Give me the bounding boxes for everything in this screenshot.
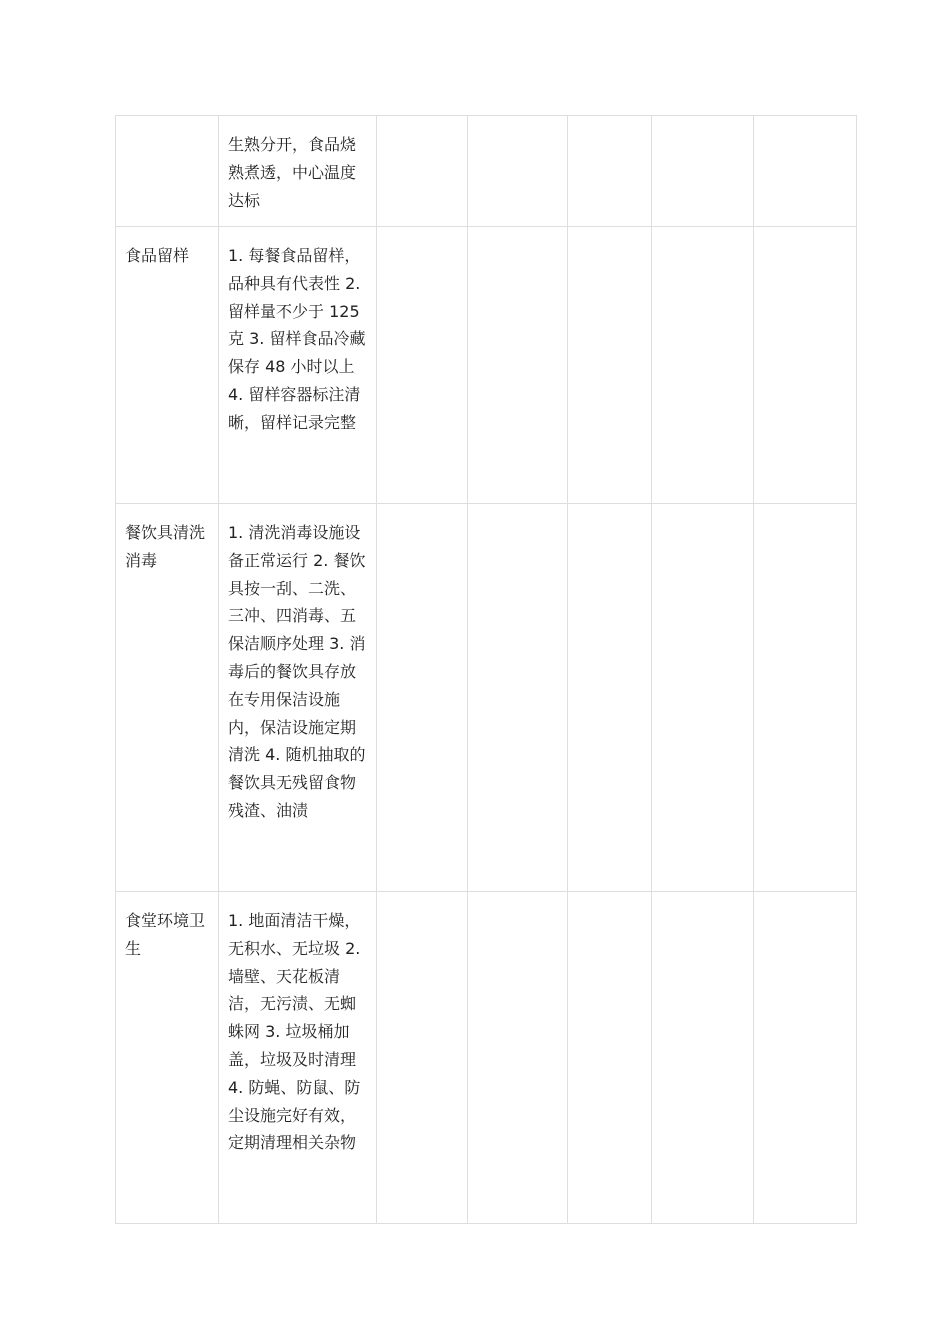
- empty-cell: [568, 504, 652, 892]
- requirement-cell: 生熟分开，食品烧熟煮透，中心温度达标: [219, 116, 377, 227]
- table-row: [116, 116, 857, 227]
- item-cell: 食品留样: [116, 227, 219, 504]
- empty-cell: [652, 504, 754, 892]
- empty-cell: [652, 116, 754, 227]
- empty-cell: [468, 116, 568, 227]
- table-row: [116, 504, 857, 892]
- item-cell: [116, 116, 219, 227]
- empty-cell: [377, 892, 468, 1224]
- empty-cell: [568, 892, 652, 1224]
- empty-cell: [754, 116, 857, 227]
- empty-cell: [568, 227, 652, 504]
- empty-cell: [377, 504, 468, 892]
- empty-cell: [754, 504, 857, 892]
- empty-cell: [377, 227, 468, 504]
- empty-cell: [468, 504, 568, 892]
- empty-cell: [652, 227, 754, 504]
- requirement-cell: 1. 清洗消毒设施设备正常运行 2. 餐饮具按一刮、二洗、三冲、四消毒、五保洁顺序处理 3. 消毒后的餐饮具存放在专用保洁设施内，保洁设施定期清洗 4. 随机抽取的餐饮具无残留食物残渣、油渍: [219, 504, 377, 892]
- item-cell: 餐饮具清洗消毒: [116, 504, 219, 892]
- empty-cell: [468, 892, 568, 1224]
- inspection-table: [115, 115, 857, 1224]
- empty-cell: [468, 227, 568, 504]
- empty-cell: [754, 892, 857, 1224]
- table-row: [116, 227, 857, 504]
- empty-cell: [568, 116, 652, 227]
- item-cell: 食堂环境卫生: [116, 892, 219, 1224]
- empty-cell: [652, 892, 754, 1224]
- requirement-cell: 1. 每餐食品留样，品种具有代表性 2. 留样量不少于 125 克 3. 留样食品冷藏保存 48 小时以上 4. 留样容器标注清晰，留样记录完整: [219, 227, 377, 504]
- table-row: [116, 892, 857, 1224]
- requirement-cell: 1. 地面清洁干燥，无积水、无垃圾 2. 墙壁、天花板清洁，无污渍、无蜘蛛网 3. 垃圾桶加盖，垃圾及时清理 4. 防蝇、防鼠、防尘设施完好有效，定期清理相关杂物: [219, 892, 377, 1224]
- empty-cell: [377, 116, 468, 227]
- empty-cell: [754, 227, 857, 504]
